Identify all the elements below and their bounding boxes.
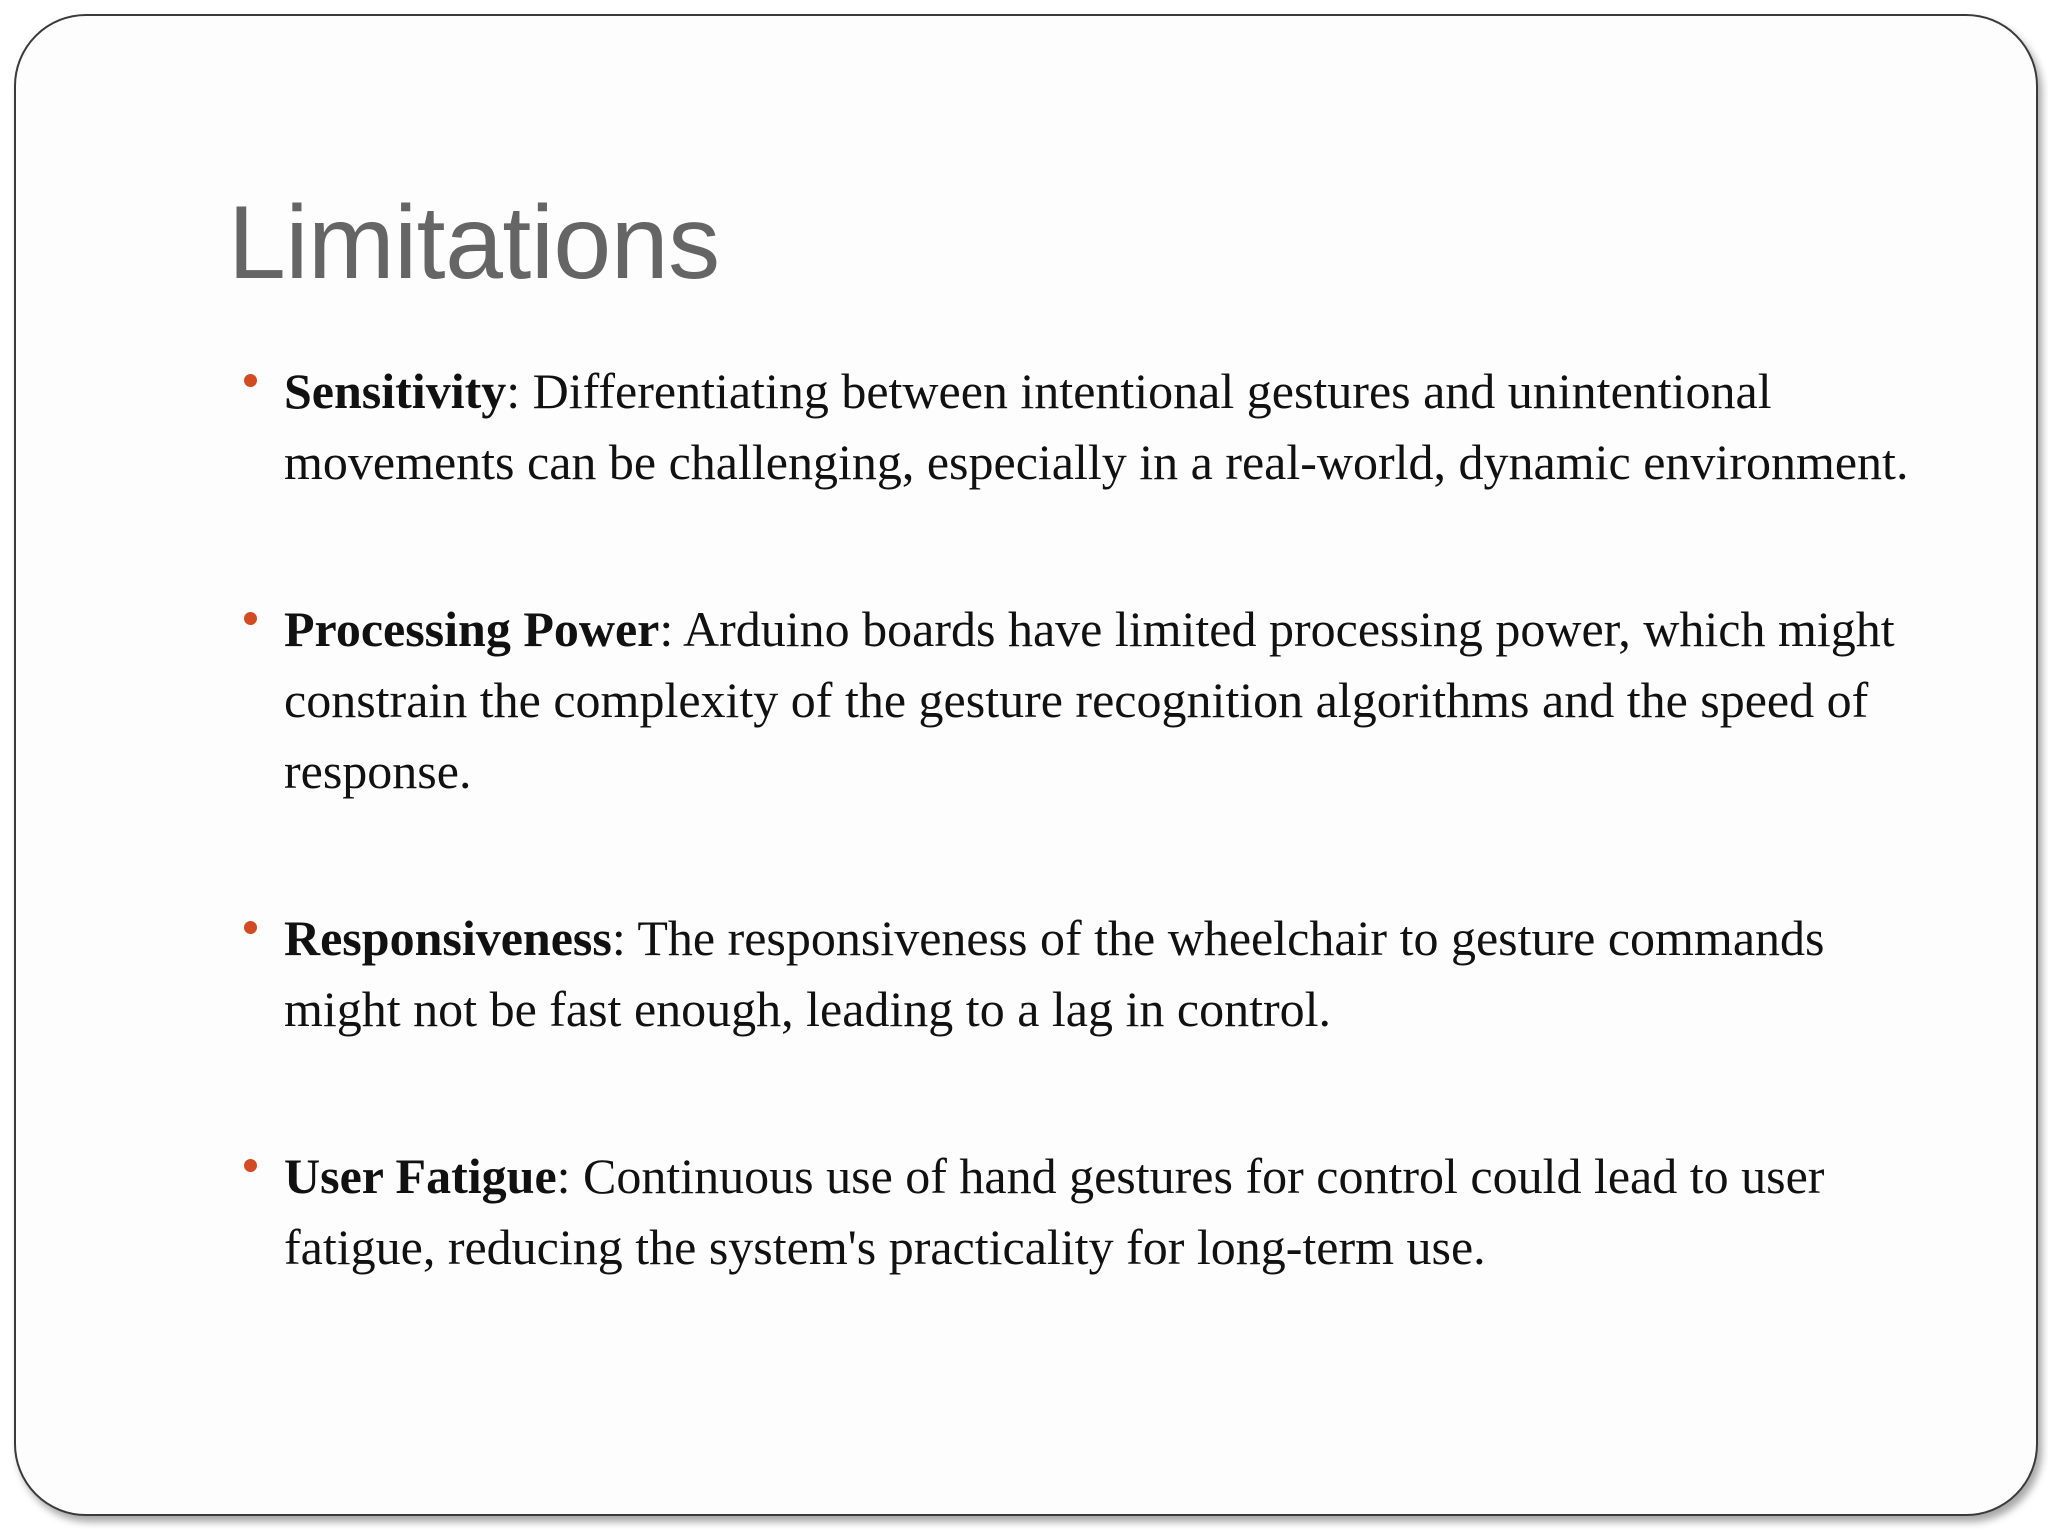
bullet-term: Responsiveness [284, 910, 612, 966]
bullet-term: User Fatigue [284, 1148, 557, 1204]
bullet-dot-icon [244, 921, 257, 934]
bullet-item [226, 1141, 1946, 1283]
bullet-dot-icon [244, 1159, 257, 1172]
bullet-item [226, 594, 1946, 807]
bullet-dot-icon [244, 612, 257, 625]
bullet-text: : Continuous use of hand gestures for control could lead to user fatigue, reducing the system's practicality for long-term use. [284, 1148, 1825, 1275]
bullet-term: Processing Power [284, 601, 660, 657]
bullet-term: Sensitivity [284, 363, 507, 419]
slide-title: Limitations [228, 185, 720, 301]
bullet-item [226, 356, 1946, 498]
bullet-item [226, 903, 1946, 1045]
bullet-text: : Arduino boards have limited processing power, which might constrain the complexity of the gesture recognition algorithms and the speed of response. [284, 601, 1895, 799]
bullet-list [226, 356, 1946, 1283]
slide-frame [14, 14, 2038, 1516]
bullet-dot-icon [244, 374, 257, 387]
bullet-text: : Differentiating between intentional gestures and unintentional movements can be challenging, especially in a real-world, dynamic environment. [284, 363, 1909, 490]
bullet-text: : The responsiveness of the wheelchair to gesture commands might not be fast enough, leading to a lag in control. [284, 910, 1825, 1037]
